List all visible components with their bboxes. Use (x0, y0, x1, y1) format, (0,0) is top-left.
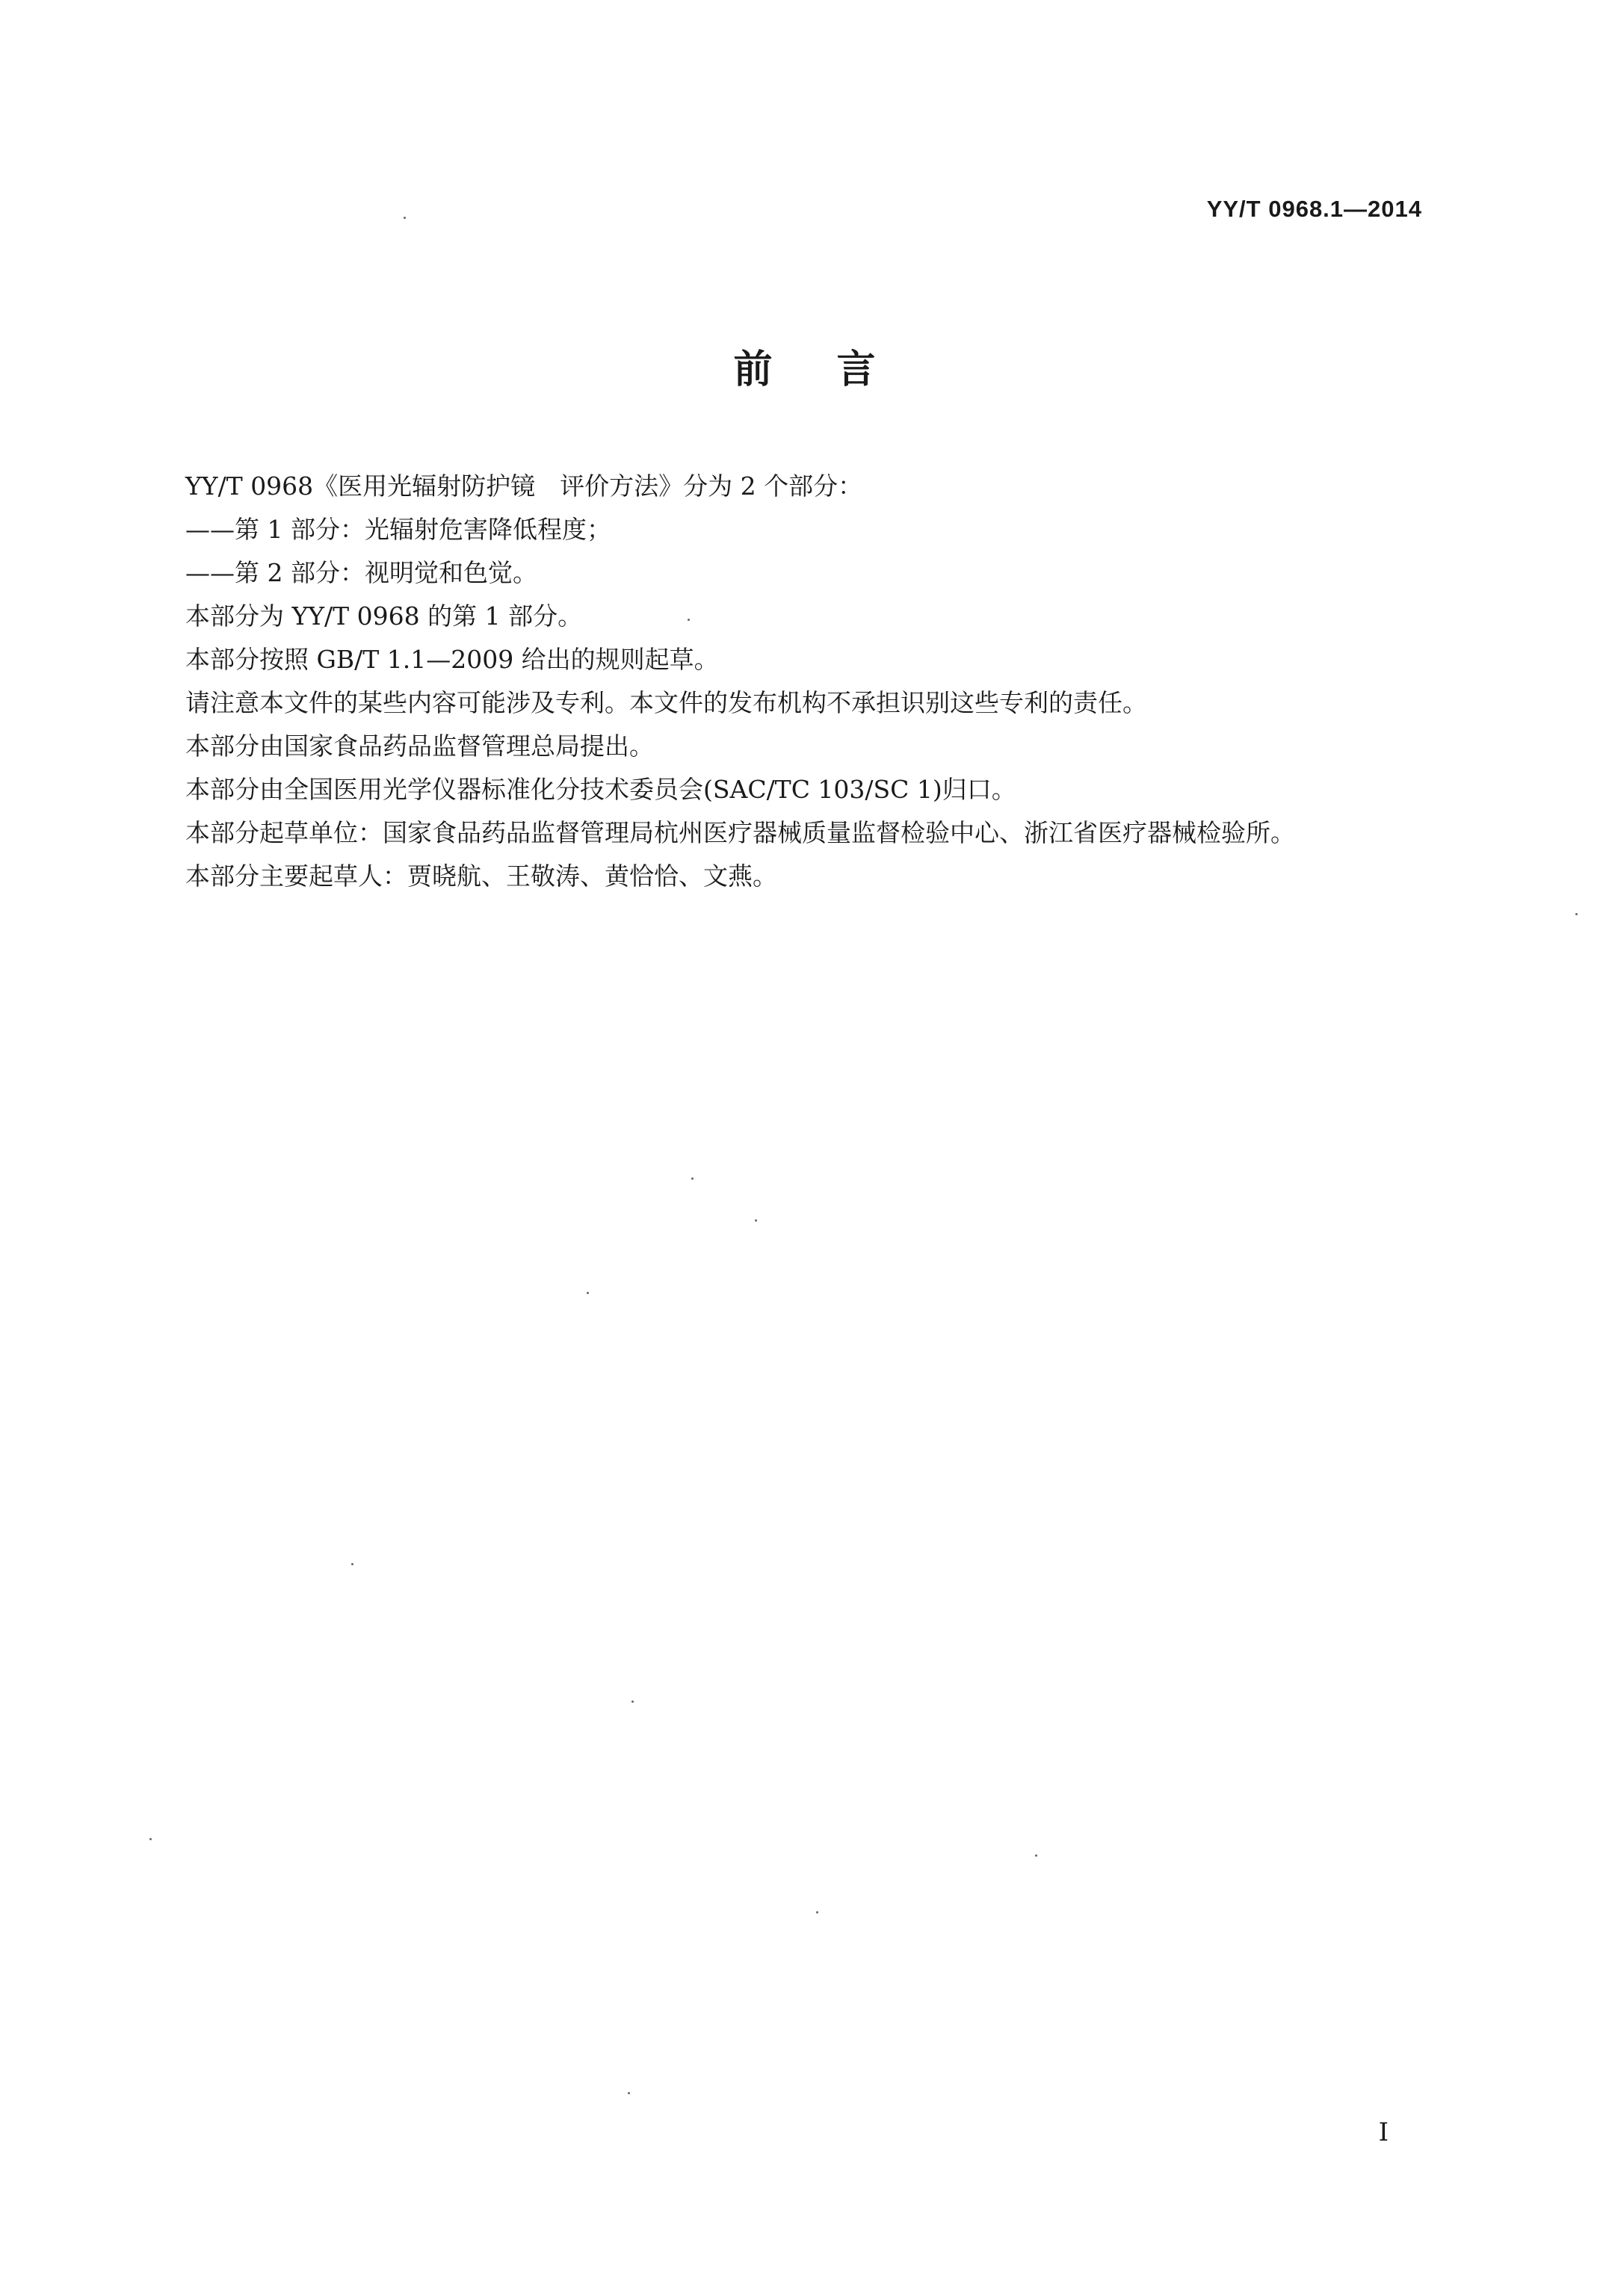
paragraph-drafting-rules: 本部分按照 GB/T 1.1—2009 给出的规则起草。 (185, 645, 719, 674)
paragraph-parts-intro: YY/T 0968《医用光辐射防护镜 评价方法》分为 2 个部分： (185, 471, 863, 501)
scan-speck (587, 1292, 589, 1294)
paragraph-proposed-by: 本部分由国家食品药品监督管理总局提出。 (185, 731, 654, 761)
scan-speck (816, 1911, 818, 1913)
scan-speck (1035, 1854, 1037, 1857)
paragraph-part-1: ——第 1 部分：光辐射危害降低程度； (185, 515, 611, 544)
paragraph-this-part: 本部分为 YY/T 0968 的第 1 部分。 (185, 601, 583, 631)
paragraph-part-2: ——第 2 部分：视明觉和色觉。 (185, 558, 537, 587)
scan-speck (1575, 913, 1578, 915)
standard-code: YY/T 0968.1—2014 (1206, 196, 1422, 222)
scan-speck (404, 217, 406, 219)
scan-speck (351, 1563, 353, 1565)
scan-speck (631, 1701, 634, 1703)
scan-speck (688, 619, 690, 621)
scan-speck (149, 1838, 152, 1840)
page-title: 前言 (733, 347, 940, 392)
paragraph-drafters: 本部分主要起草人：贾晓航、王敬涛、黄恰恰、文燕。 (185, 861, 777, 891)
page-number: I (1378, 2117, 1389, 2147)
scan-speck (691, 1178, 694, 1180)
paragraph-patent-notice: 请注意本文件的某些内容可能涉及专利。本文件的发布机构不承担识别这些专利的责任。 (185, 688, 1147, 717)
scan-speck (628, 2092, 630, 2094)
scan-speck (755, 1219, 757, 1222)
paragraph-under-jurisdiction: 本部分由全国医用光学仪器标准化分技术委员会(SAC/TC 103/SC 1)归口。 (185, 775, 1016, 804)
paragraph-drafting-units: 本部分起草单位：国家食品药品监督管理局杭州医疗器械质量监督检验中心、浙江省医疗器械检验所。 (185, 818, 1295, 847)
foreword-body (126, 465, 1426, 898)
